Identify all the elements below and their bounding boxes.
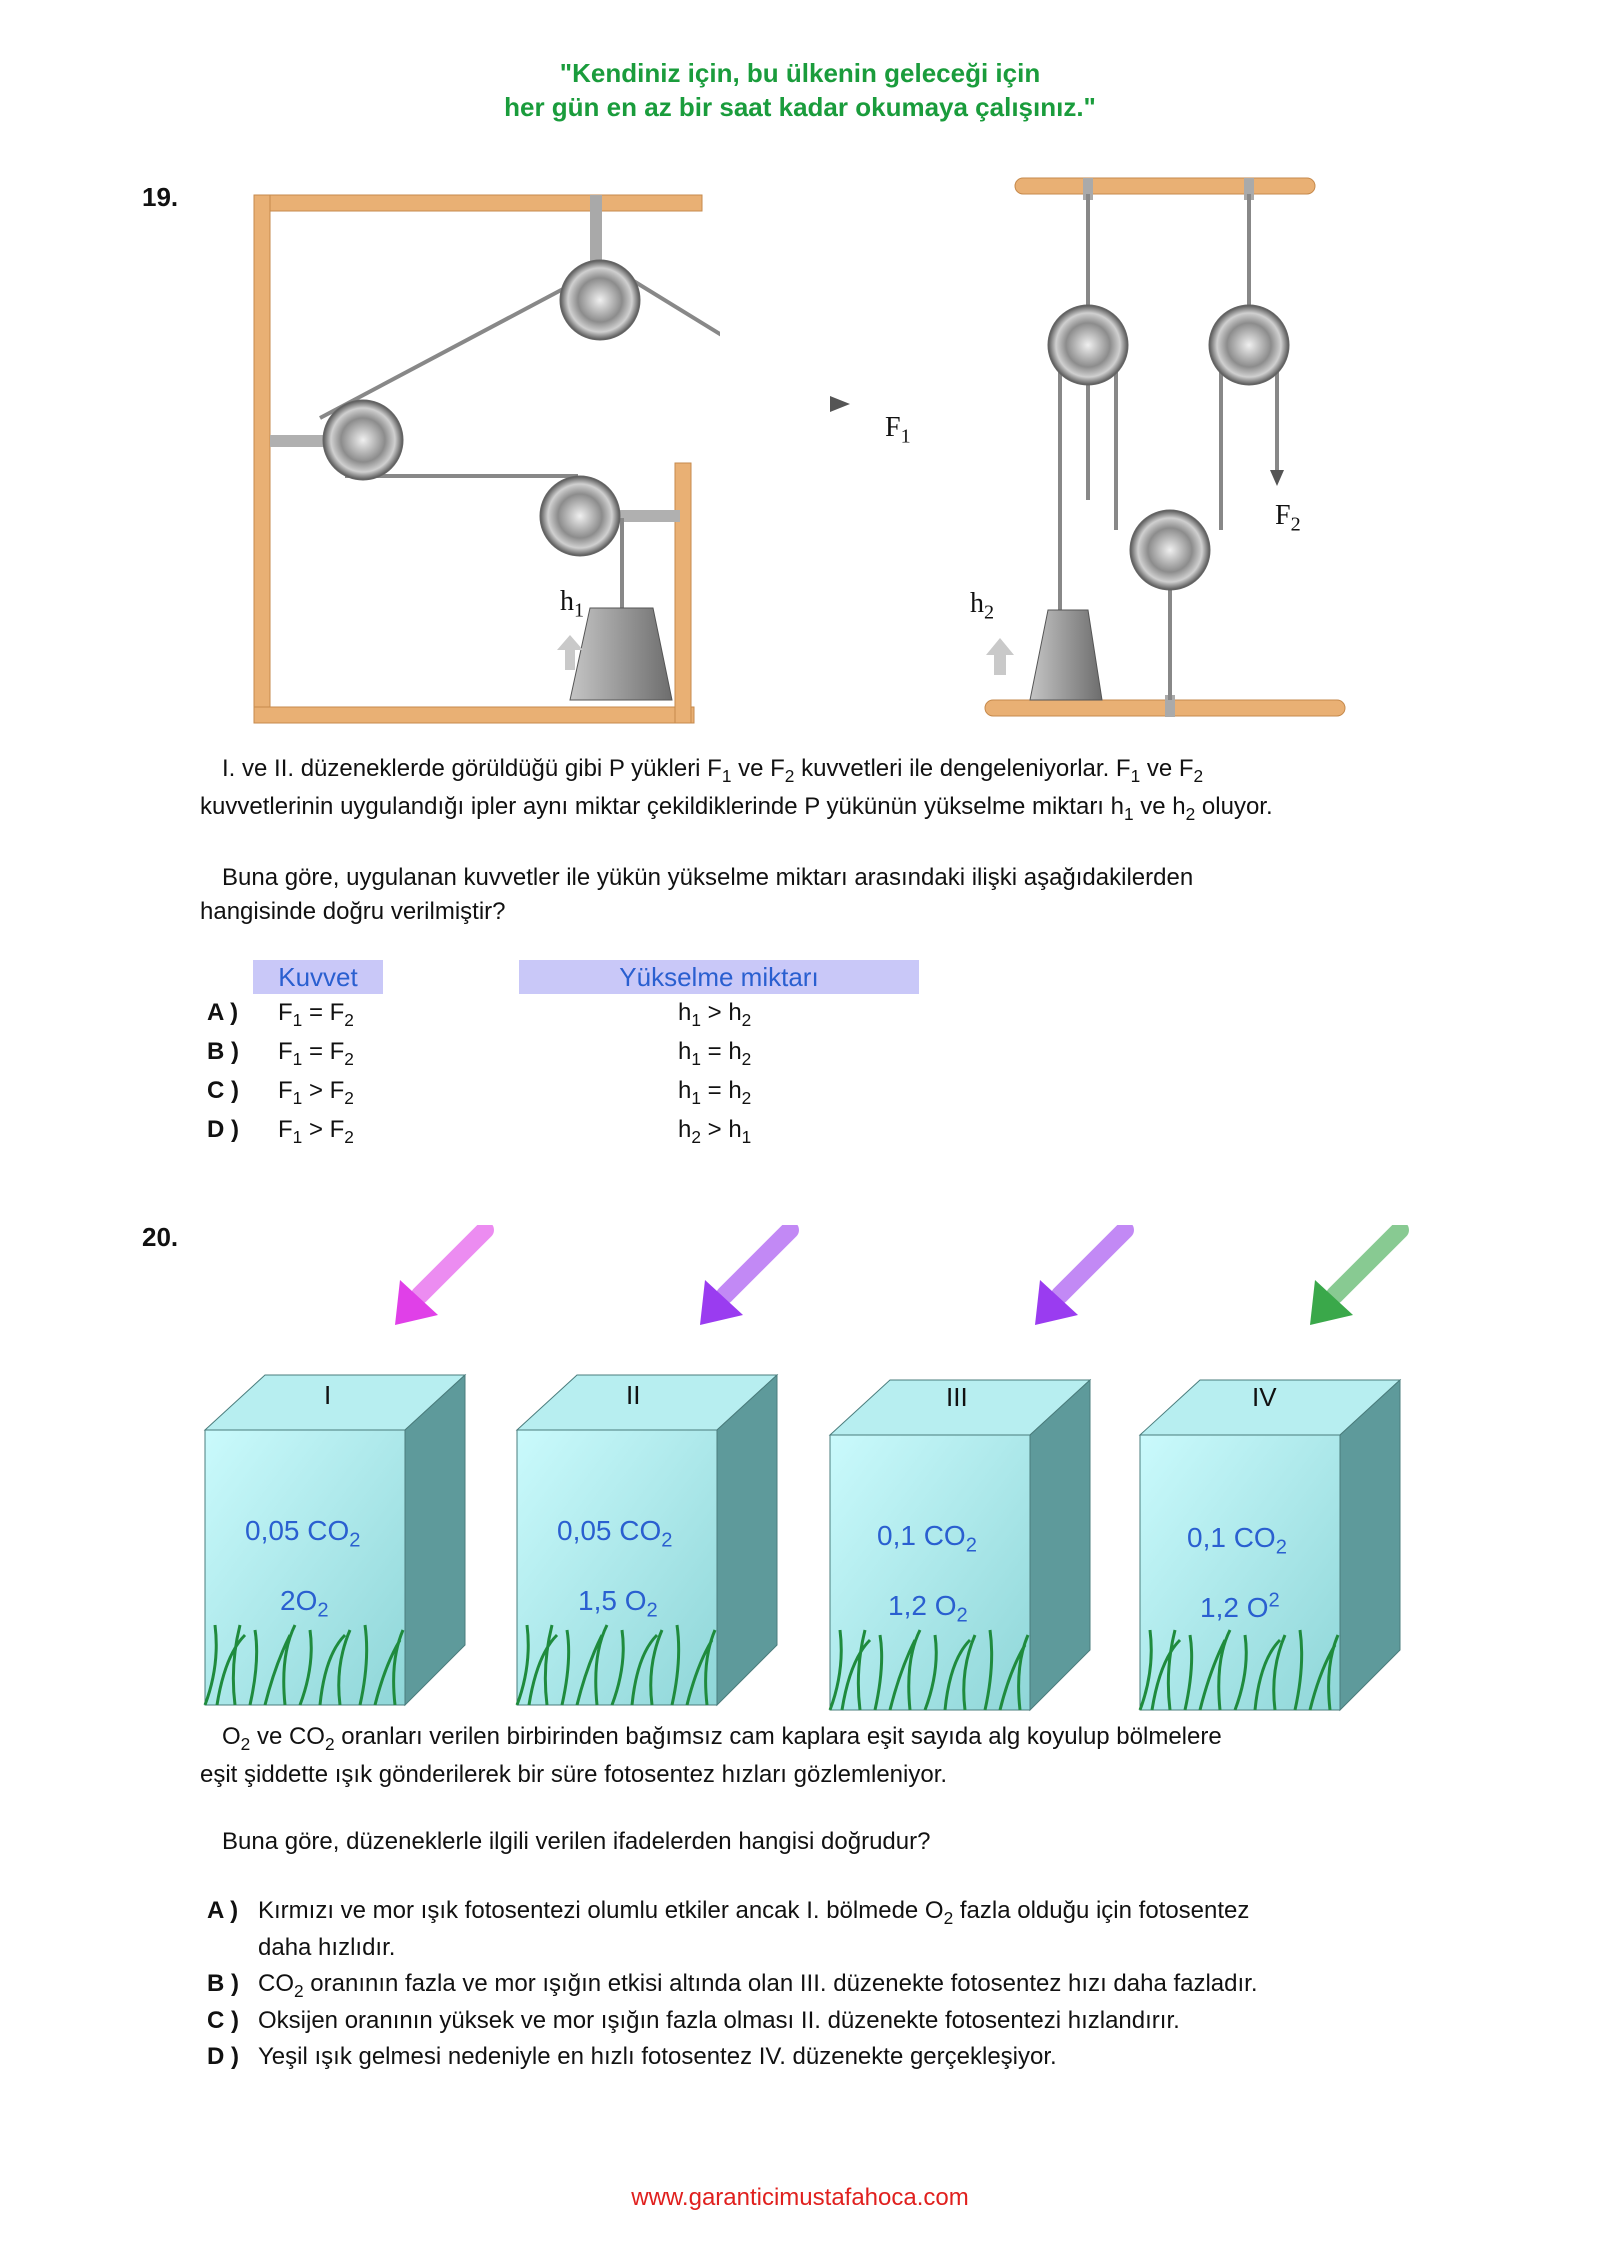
q19-question-line2: hangisinde doğru verilmiştir? xyxy=(200,898,506,925)
q19-text-line2: kuvvetlerinin uygulandığı ipler aynı miktar çekildiklerinde P yükünün yükselme miktarı $h_1$ ve $h_2$ oluyor. xyxy=(200,793,1273,824)
q20-text-line1: $O_2$ ve $CO_2$ oranları verilen birbirinden bağımsız cam kaplara eşit sayıda alg koyulup bölmelere xyxy=(222,1723,1222,1754)
question-19-number: 19. xyxy=(142,182,179,212)
light-arrow-1 xyxy=(390,1225,500,1335)
q19-option-c-label[interactable]: C ) xyxy=(207,1077,239,1104)
footer-url[interactable]: www.garanticimustafahoca.com xyxy=(631,2184,969,2211)
question-20-number: 20. xyxy=(142,1222,179,1252)
q20-option-d-text: Yeşil ışık gelmesi nedeniyle en hızlı fotosentez IV. düzenekte gerçekleşiyor. xyxy=(258,2043,1057,2070)
tank-1-co2: 0,05 $CO_2$ xyxy=(245,1515,361,1552)
pulley-system-2 xyxy=(980,170,1380,725)
q20-option-b-label[interactable]: B ) xyxy=(207,1970,239,1997)
q19-option-a-force: $F_1 = F_2$ xyxy=(278,999,354,1030)
tank-4-co2: 0,1 $CO_2$ xyxy=(1187,1522,1287,1559)
header-line2: her gün en az bir saat kadar okumaya çalışınız." xyxy=(504,92,1096,122)
tank-3-label: III xyxy=(946,1382,968,1412)
q20-option-a-label[interactable]: A ) xyxy=(207,1897,239,1924)
q19-option-d-height: $h_2 > h_1$ xyxy=(678,1116,752,1147)
tank-2-label: II xyxy=(626,1380,641,1410)
q20-option-b-text: $CO_2$ oranının fazla ve mor ışığın etkisi altında olan III. düzenekte fotosentez hızı daha fazladır. xyxy=(258,1970,1258,2001)
light-arrow-3 xyxy=(1030,1225,1140,1335)
q19-option-c-force: $F_1 > F_2$ xyxy=(278,1077,354,1108)
pulley-system-1 xyxy=(240,180,720,735)
q20-option-c-label[interactable]: C ) xyxy=(207,2007,239,2034)
f2-label: $F_2$ xyxy=(1275,500,1301,536)
tank-4-label: IV xyxy=(1252,1382,1277,1412)
q20-option-a-text: Kırmızı ve mor ışık fotosentezi olumlu etkiler ancak I. bölmede $O_2$ fazla olduğu için fotosentez xyxy=(258,1897,1250,1928)
h2-label: $h_2$ xyxy=(970,588,995,624)
light-arrow-4 xyxy=(1305,1225,1415,1335)
tank-2-o2: 1,5 $O_2$ xyxy=(578,1585,658,1622)
q20-text-line2: eşit şiddette ışık gönderilerek bir süre fotosentez hızları gözlemleniyor. xyxy=(200,1761,948,1788)
h1-label: $h_1$ xyxy=(560,586,585,622)
q19-option-b-force: $F_1 = F_2$ xyxy=(278,1038,354,1069)
q19-option-d-force: $F_1 > F_2$ xyxy=(278,1116,354,1147)
q20-option-d-label[interactable]: D ) xyxy=(207,2043,239,2070)
q19-option-c-height: $h_1 = h_2$ xyxy=(678,1077,752,1108)
q19-option-b-height: $h_1 = h_2$ xyxy=(678,1038,752,1069)
tank-4-o2: 1,2 $O^2$ xyxy=(1200,1589,1280,1623)
q19-option-d-label[interactable]: D ) xyxy=(207,1116,239,1143)
force-f1-arrow xyxy=(830,390,880,420)
tank-3-o2: 1,2 $O_2$ xyxy=(888,1590,968,1627)
light-arrow-2 xyxy=(695,1225,805,1335)
q19-option-a-height: $h_1 > h_2$ xyxy=(678,999,752,1030)
q19-option-b-label[interactable]: B ) xyxy=(207,1038,239,1065)
q20-option-a-cont: daha hızlıdır. xyxy=(258,1934,396,1961)
header-line1: "Kendiniz için, bu ülkenin geleceği için xyxy=(559,58,1041,88)
column-header-kuvvet: Kuvvet xyxy=(253,960,383,994)
q19-question-line1: Buna göre, uygulanan kuvvetler ile yükün yükselme miktarı arasındaki ilişki aşağıdakilerden xyxy=(222,864,1194,891)
q19-option-a-label[interactable]: A ) xyxy=(207,999,239,1026)
q19-text-line1: I. ve II. düzeneklerde görüldüğü gibi P yükleri $F_1$ ve $F_2$ kuvvetleri ile dengeleniyorlar. $F_1$ ve $F_2$ xyxy=(222,755,1204,786)
q20-question: Buna göre, düzeneklerle ilgili verilen ifadelerden hangisi doğrudur? xyxy=(222,1828,931,1855)
q20-option-c-text: Oksijen oranının yüksek ve mor ışığın fazla olması II. düzenekte fotosentezi hızlandırır. xyxy=(258,2007,1180,2034)
f1-label: $F_1$ xyxy=(885,412,911,448)
tank-1-label: I xyxy=(324,1380,332,1410)
tank-2-co2: 0,05 $CO_2$ xyxy=(557,1515,673,1552)
tank-3-co2: 0,1 $CO_2$ xyxy=(877,1520,977,1557)
tank-1-o2: $2O_2$ xyxy=(280,1585,329,1622)
column-header-yukselme: Yükselme miktarı xyxy=(519,960,919,994)
